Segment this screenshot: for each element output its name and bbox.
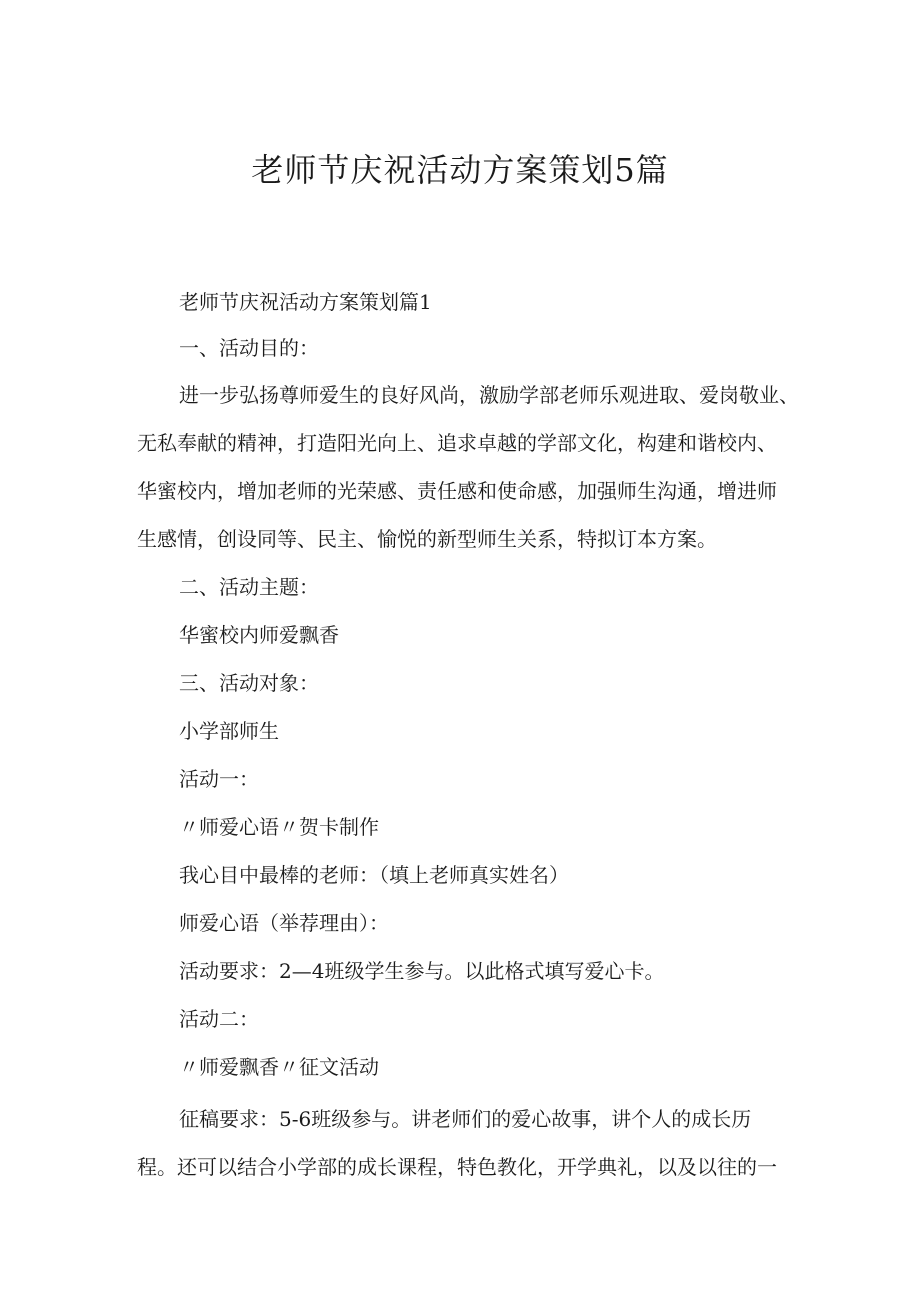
audience-title: 三、活动对象：: [179, 671, 319, 695]
activity1-name: 〃师爱心语〃贺卡制作: [179, 815, 379, 839]
theme-text: 华蜜校内师爱飘香: [179, 623, 339, 647]
purpose-line-2: 无私奉献的精神，打造阳光向上、追求卓越的学部文化，构建和谐校内、: [137, 431, 777, 455]
purpose-title: 一、活动目的：: [179, 336, 319, 360]
theme-title: 二、活动主题：: [179, 575, 319, 599]
audience-text: 小学部师生: [179, 719, 279, 743]
activity2-requirement-line-2: 程。还可以结合小学部的成长课程，特色教化，开学典礼，以及以往的一: [137, 1155, 777, 1179]
purpose-line-4: 生感情，创设同等、民主、愉悦的新型师生关系，特拟订本方案。: [137, 527, 717, 551]
activity2-title: 活动二：: [179, 1007, 259, 1031]
activity1-reason: 师爱心语（举荐理由）：: [179, 911, 389, 935]
activity2-requirement-line-1: 征稿要求：5-6班级参与。讲老师们的爱心故事，讲个人的成长历: [179, 1107, 752, 1131]
activity1-best-teacher: 我心目中最棒的老师：（填上老师真实姓名）: [179, 863, 569, 887]
section-heading: 老师节庆祝活动方案策划篇1: [179, 290, 432, 314]
document-title: 老师节庆祝活动方案策划5篇: [251, 151, 669, 189]
purpose-line-3: 华蜜校内，增加老师的光荣感、责任感和使命感，加强师生沟通，增进师: [137, 479, 777, 503]
activity1-title: 活动一：: [179, 767, 259, 791]
activity1-requirement: 活动要求：2—4班级学生参与。以此格式填写爱心卡。: [179, 959, 665, 983]
purpose-line-1: 进一步弘扬尊师爱生的良好风尚，激励学部老师乐观进取、爱岗敬业、: [179, 383, 799, 407]
activity2-name: 〃师爱飘香〃征文活动: [179, 1055, 379, 1079]
